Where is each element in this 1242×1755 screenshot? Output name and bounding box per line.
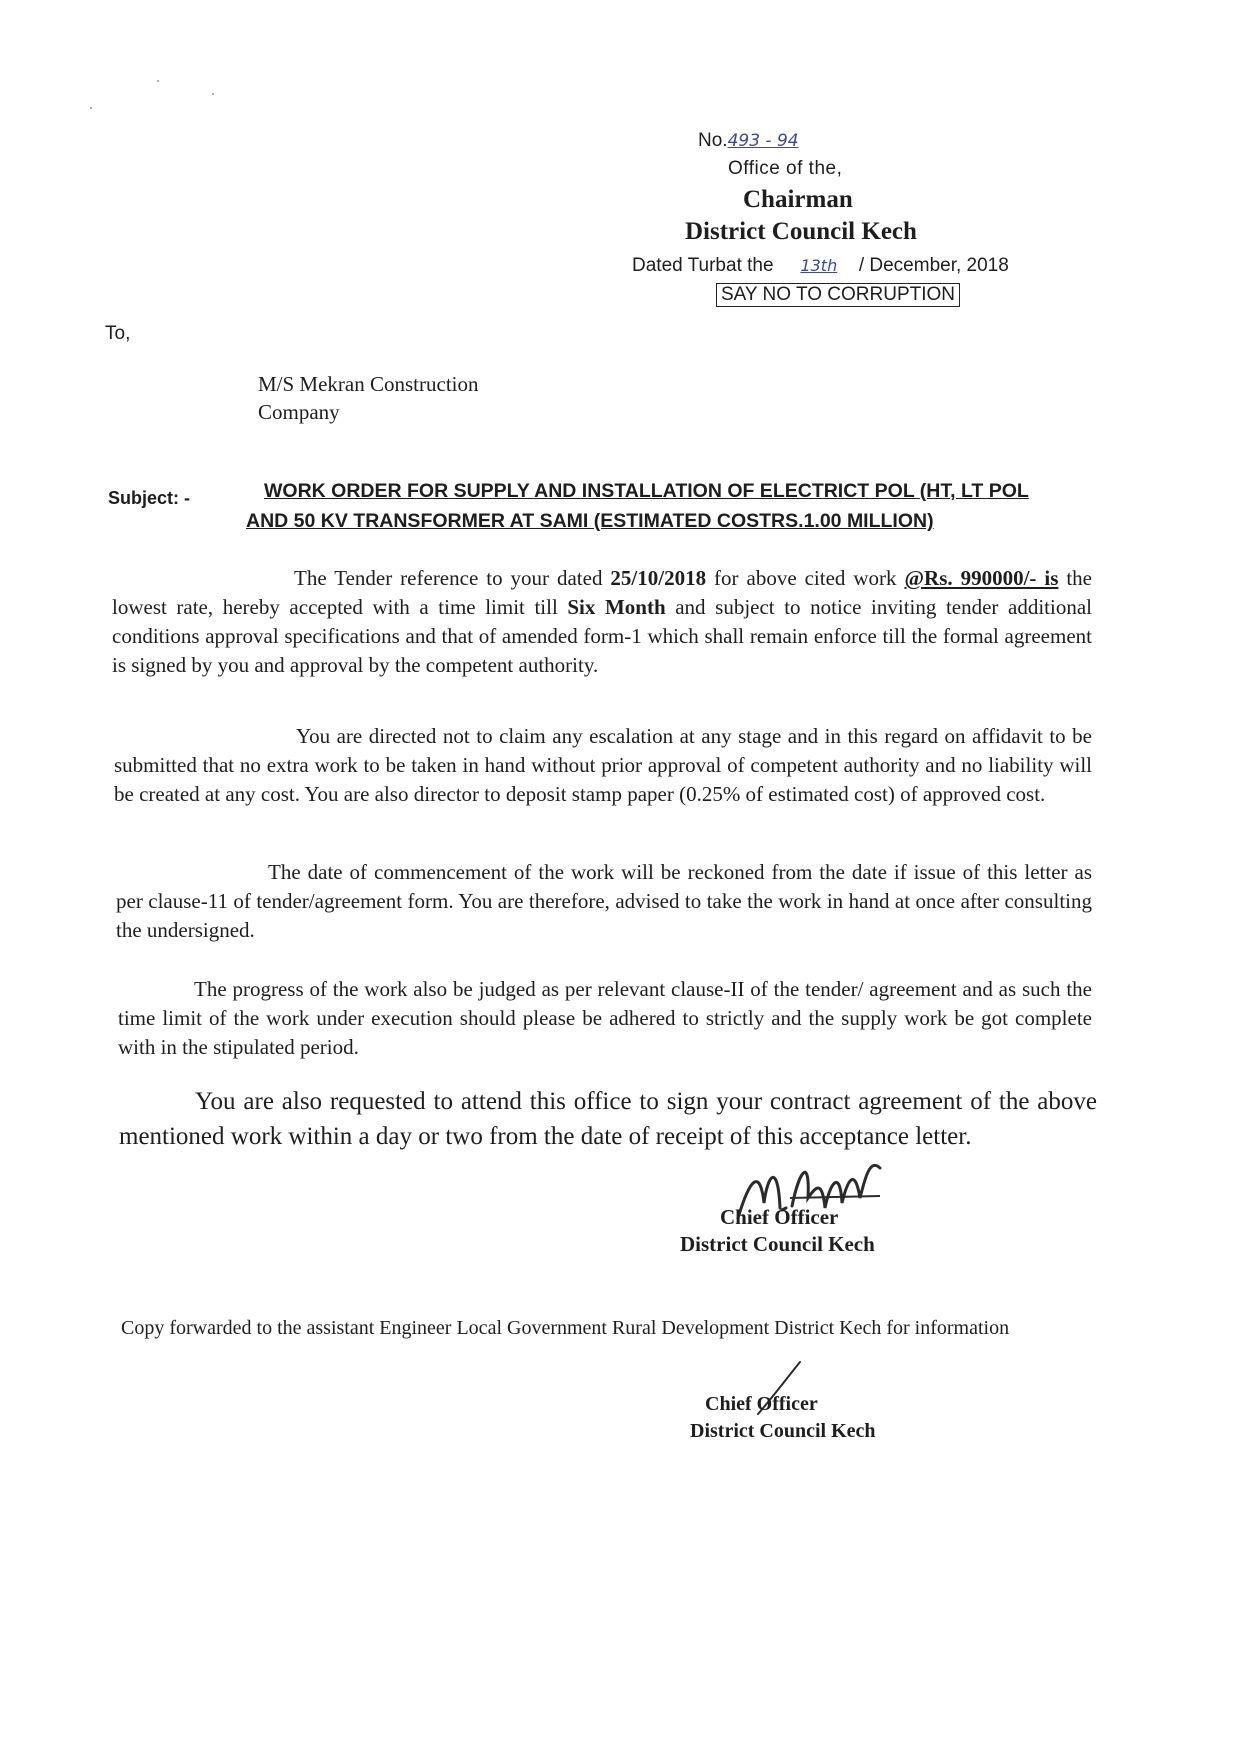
p1-amount: @Rs. 990000/- is [904,566,1059,590]
scan-speck [157,80,159,82]
chairman-title: Chairman [743,186,853,213]
dated-suffix: / December, 2018 [858,255,1009,276]
signatory-organization: District Council Kech [680,1232,875,1256]
paragraph-tender-acceptance [112,564,1092,680]
signatory-title: Chief Officer [720,1205,839,1229]
addressee-line-2: Company [258,400,340,424]
council-title: District Council Kech [685,218,917,245]
reference-number-value: 493 - 94 [727,131,799,151]
addressee-line-1: M/S Mekran Construction [258,372,479,396]
p1-time-limit: Six Month [567,595,666,619]
p1-tender-date: 25/10/2018 [610,566,707,590]
paragraph-escalation: You are directed not to claim any escalation at any stage and in this regard on affidavit to be submitted that no extra work to be taken in hand without prior approval of competent authority and no liability will be created at any cost. You are also director to deposit stamp paper (0.25% of estimated cost) of approved cost. [114,724,1092,806]
dated-day: 13th [800,256,838,275]
paragraph-progress: The progress of the work also be judged as per relevant clause-II of the tender/ agreement and as such the time limit of the work under execution should please be adhered to strictly and the supply work be got complete with in the stipulated period. [118,977,1092,1059]
scan-speck [90,107,92,109]
office-of-label: Office of the, [728,158,843,179]
reference-number-label: No. [698,130,728,151]
dated-line [632,255,1009,277]
subject-line-2: AND 50 KV TRANSFORMER AT SAMI (ESTIMATED COSTRS.1.00 MILLION) [246,510,934,532]
anti-corruption-slogan: SAY NO TO CORRUPTION [716,283,960,307]
reference-number [698,130,878,152]
paragraph-contract-agreement: You are also requested to attend this office to sign your contract agreement of the above mentioned work within a day or two from the date of receipt of this acceptance letter. [119,1088,1097,1150]
dated-prefix: Dated Turbat the [632,255,774,276]
scan-speck [212,93,214,95]
copy-forwarded-note: Copy forwarded to the assistant Engineer Local Government Rural Development District Kech for information [121,1317,1010,1339]
copy-signatory-organization: District Council Kech [690,1420,876,1442]
p1-text-a: The Tender reference to your dated [294,566,611,590]
subject-line-1: WORK ORDER FOR SUPPLY AND INSTALLATION OF ELECTRICT POL (HT, LT POL [264,480,1029,502]
p1-text-d: and subject to notice inviting tender additional conditions approval specifications and that of amended form-1 which shall remain enforce till the formal agreement is signed by you and approval by the competent authority. [112,595,1092,677]
copy-signatory-title: Chief Officer [705,1393,818,1415]
to-label: To, [105,323,131,344]
p1-text-b: for above cited work [706,566,905,590]
subject-label: Subject: - [108,488,191,508]
paragraph-commencement: The date of commencement of the work will be reckoned from the date if issue of this letter as per clause-11 of tender/agreement form. You are therefore, advised to take the work in hand at once after consulting the undersigned. [116,860,1092,942]
p1-text-c: the lowest rate, hereby accepted with a time limit till [112,566,1093,619]
